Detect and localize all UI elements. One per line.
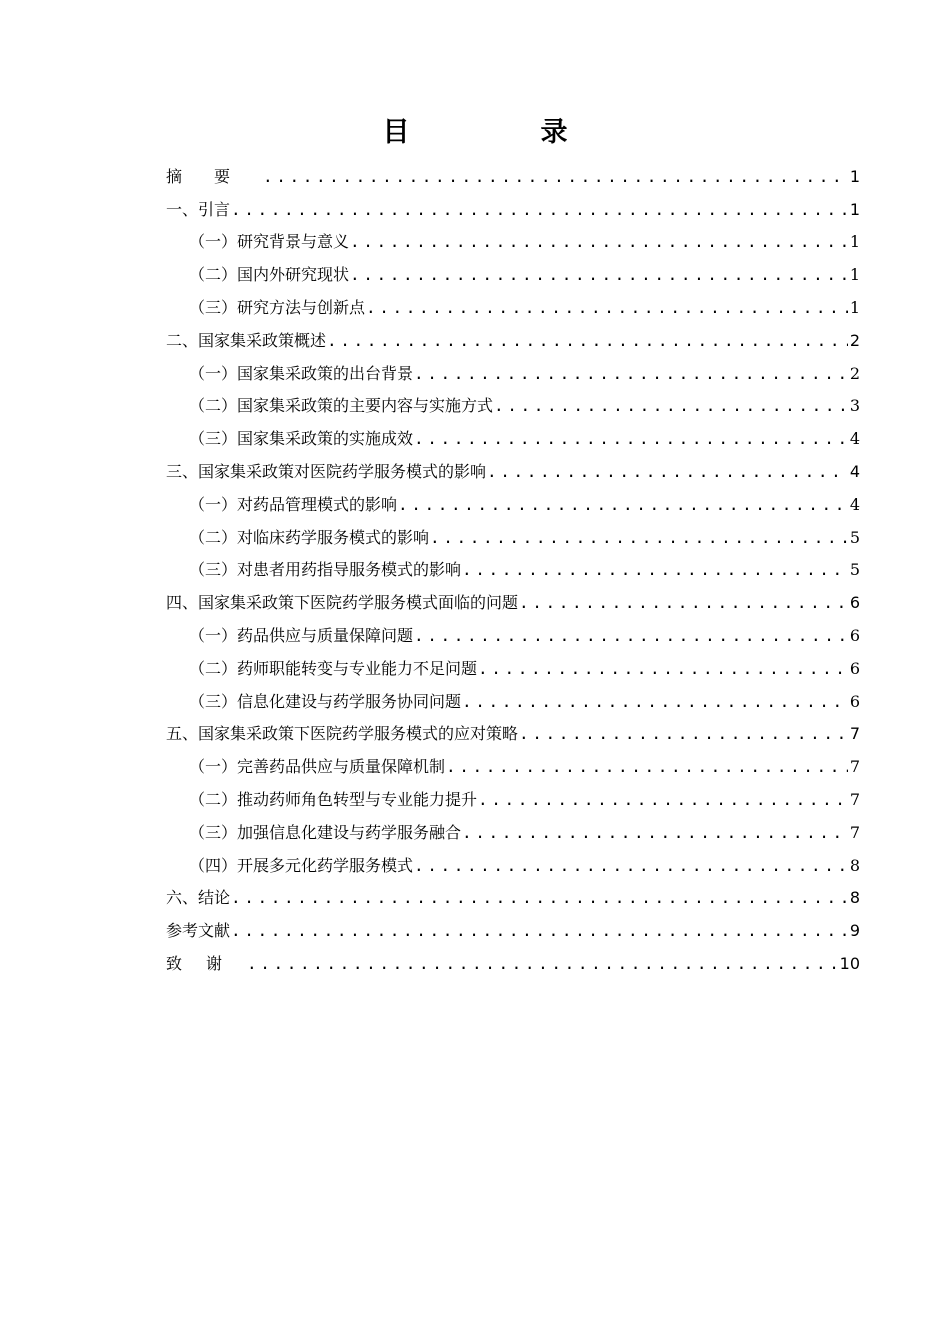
toc-entry-chapter-4[interactable] bbox=[166, 585, 860, 618]
toc-entry-2-1[interactable] bbox=[166, 356, 860, 389]
dot-leader bbox=[414, 364, 848, 389]
toc-entry-page: 9 bbox=[849, 921, 860, 941]
toc-entry-page: 1 bbox=[849, 297, 860, 317]
toc-entry-label: （三）研究方法与创新点 bbox=[189, 297, 366, 317]
dot-leader bbox=[494, 396, 848, 421]
dot-leader bbox=[231, 200, 848, 225]
dot-leader bbox=[350, 232, 848, 257]
toc-entry-page: 1 bbox=[849, 166, 860, 186]
toc-entry-1-1[interactable] bbox=[166, 225, 860, 258]
dot-leader bbox=[350, 265, 848, 290]
toc-entry-5-2[interactable] bbox=[166, 782, 860, 815]
toc-entry-4-2[interactable] bbox=[166, 651, 860, 684]
toc-entry-5-4[interactable] bbox=[166, 848, 860, 881]
toc-entry-label: （一）药品供应与质量保障问题 bbox=[189, 625, 414, 645]
dot-leader bbox=[327, 331, 848, 356]
toc-entry-label: （三）国家集采政策的实施成效 bbox=[189, 429, 414, 449]
dot-leader bbox=[446, 757, 848, 782]
toc-entry-label: （四）开展多元化药学服务模式 bbox=[189, 855, 414, 875]
toc-entry-chapter-5[interactable] bbox=[166, 717, 860, 750]
toc-entry-label: 五、国家集采政策下医院药学服务模式的应对策略 bbox=[166, 724, 519, 744]
toc-entry-page: 8 bbox=[849, 855, 860, 875]
toc-entry-page: 1 bbox=[849, 199, 860, 219]
toc-entry-label: （三）信息化建设与药学服务协同问题 bbox=[189, 691, 462, 711]
dot-leader bbox=[231, 888, 848, 913]
toc-entry-label: （一）完善药品供应与质量保障机制 bbox=[189, 757, 446, 777]
toc-entry-2-3[interactable] bbox=[166, 421, 860, 454]
dot-leader bbox=[519, 593, 848, 618]
toc-entry-label: （三）加强信息化建设与药学服务融合 bbox=[189, 822, 462, 842]
toc-entry-label: 四、国家集采政策下医院药学服务模式面临的问题 bbox=[166, 593, 519, 613]
toc-entry-1-2[interactable] bbox=[166, 257, 860, 290]
dot-leader bbox=[366, 298, 848, 323]
dot-leader bbox=[478, 790, 848, 815]
toc-entry-page: 3 bbox=[849, 396, 860, 416]
toc-entry-page: 8 bbox=[849, 888, 860, 908]
toc-entry-label: （二）对临床药学服务模式的影响 bbox=[189, 527, 430, 547]
dot-leader bbox=[519, 724, 848, 749]
toc-entry-page: 6 bbox=[849, 691, 860, 711]
toc-entry-abstract[interactable] bbox=[166, 159, 860, 192]
toc-entry-page: 4 bbox=[849, 494, 860, 514]
dot-leader bbox=[247, 954, 838, 979]
toc-entry-label: （二）推动药师角色转型与专业能力提升 bbox=[189, 789, 478, 809]
toc-entry-label: （二）药师职能转变与专业能力不足问题 bbox=[189, 658, 478, 678]
toc-entry-page: 5 bbox=[849, 527, 860, 547]
toc-entry-chapter-2[interactable] bbox=[166, 323, 860, 356]
dot-leader bbox=[398, 495, 848, 520]
dot-leader bbox=[414, 626, 848, 651]
toc-entry-page: 1 bbox=[849, 232, 860, 252]
toc-entry-4-1[interactable] bbox=[166, 618, 860, 651]
toc-entry-label: 三、国家集采政策对医院药学服务模式的影响 bbox=[166, 461, 487, 481]
toc-entry-label: 致谢 bbox=[166, 953, 247, 973]
toc-entry-label: （三）对患者用药指导服务模式的影响 bbox=[189, 560, 462, 580]
toc-entry-5-3[interactable] bbox=[166, 815, 860, 848]
toc-entry-label: （二）国内外研究现状 bbox=[189, 265, 350, 285]
toc-entry-page: 5 bbox=[849, 560, 860, 580]
toc-entry-3-2[interactable] bbox=[166, 520, 860, 553]
dot-leader bbox=[462, 692, 848, 717]
toc-entry-3-3[interactable] bbox=[166, 553, 860, 586]
toc-entry-page: 7 bbox=[849, 724, 860, 744]
dot-leader bbox=[462, 823, 848, 848]
toc-entry-label: 二、国家集采政策概述 bbox=[166, 330, 327, 350]
dot-leader bbox=[478, 659, 848, 684]
toc-entry-3-1[interactable] bbox=[166, 487, 860, 520]
toc-entry-page: 7 bbox=[849, 822, 860, 842]
toc-entry-label: （一）研究背景与意义 bbox=[189, 232, 350, 252]
toc-entry-page: 6 bbox=[849, 625, 860, 645]
dot-leader bbox=[462, 560, 848, 585]
toc-entry-page: 2 bbox=[849, 363, 860, 383]
toc-title: 目 录 bbox=[382, 117, 620, 148]
toc-entry-page: 7 bbox=[849, 757, 860, 777]
dot-leader bbox=[430, 528, 848, 553]
toc-entry-page: 2 bbox=[849, 330, 860, 350]
toc-entry-introduction[interactable] bbox=[166, 192, 860, 225]
dot-leader bbox=[414, 856, 848, 881]
dot-leader bbox=[414, 429, 848, 454]
toc-entry-page: 4 bbox=[849, 429, 860, 449]
toc-entry-page: 1 bbox=[849, 265, 860, 285]
toc-entry-conclusion[interactable] bbox=[166, 881, 860, 914]
dot-leader bbox=[263, 167, 848, 192]
dot-leader bbox=[231, 921, 848, 946]
toc-entry-1-3[interactable] bbox=[166, 290, 860, 323]
toc-entry-4-3[interactable] bbox=[166, 684, 860, 717]
toc-entry-page: 4 bbox=[849, 461, 860, 481]
toc-entry-2-2[interactable] bbox=[166, 389, 860, 422]
toc-entry-chapter-3[interactable] bbox=[166, 454, 860, 487]
toc-entry-acknowledgements[interactable] bbox=[166, 946, 860, 979]
toc-entry-page: 10 bbox=[839, 953, 860, 973]
toc-entry-label: 一、引言 bbox=[166, 199, 231, 219]
toc-entry-label: （二）国家集采政策的主要内容与实施方式 bbox=[189, 396, 494, 416]
table-of-contents bbox=[166, 159, 860, 979]
dot-leader bbox=[487, 462, 848, 487]
toc-entry-page: 6 bbox=[849, 658, 860, 678]
toc-entry-label: 摘要 bbox=[166, 166, 263, 186]
toc-entry-page: 7 bbox=[849, 789, 860, 809]
toc-entry-references[interactable] bbox=[166, 913, 860, 946]
toc-entry-5-1[interactable] bbox=[166, 749, 860, 782]
toc-entry-page: 6 bbox=[849, 593, 860, 613]
toc-entry-label: 参考文献 bbox=[166, 921, 231, 941]
toc-entry-label: （一）对药品管理模式的影响 bbox=[189, 494, 398, 514]
toc-entry-label: 六、结论 bbox=[166, 888, 231, 908]
toc-entry-label: （一）国家集采政策的出台背景 bbox=[189, 363, 414, 383]
